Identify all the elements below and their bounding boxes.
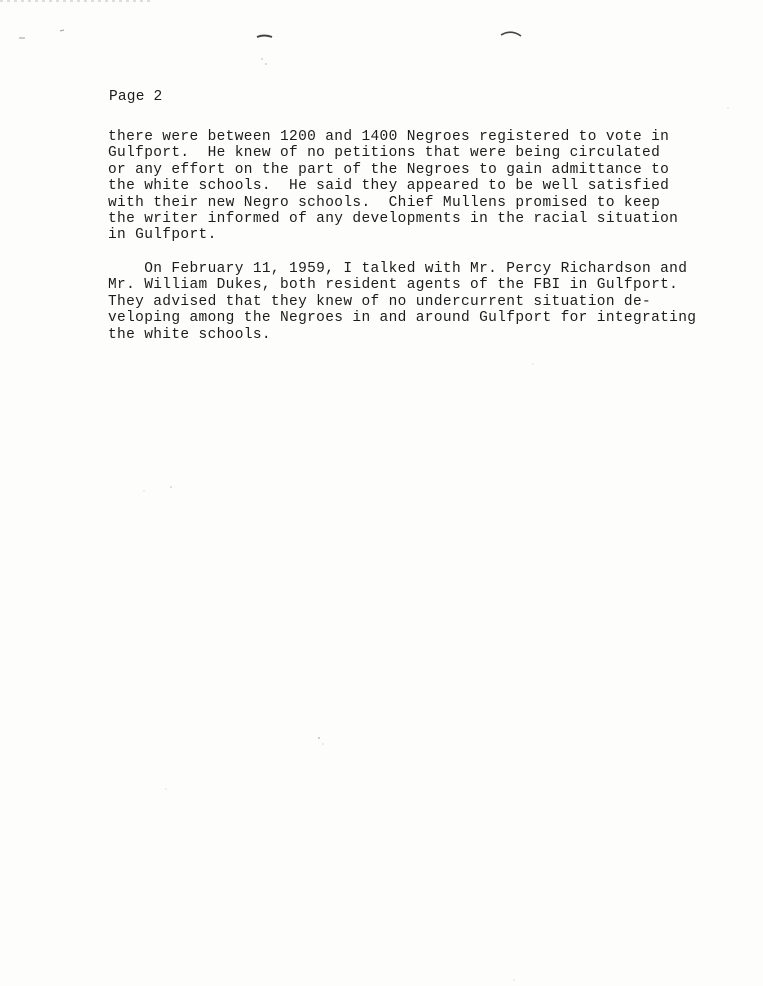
text-line: They advised that they knew of no undercurrent situation de- [108, 293, 652, 310]
text-line: Gulfport. He knew of no petitions that were being circulated [108, 145, 661, 162]
text-line: or any effort on the part of the Negroes to gain admittance to [108, 161, 670, 178]
paragraph-1 [108, 129, 678, 244]
text-line: veloping among the Negroes in and around Gulfport for integrating [108, 310, 697, 327]
text-line: On February 11, 1959, I talked with Mr. Percy Richardson and [108, 261, 688, 277]
text-line: with their new Negro schools. Chief Mullens promised to keep [108, 194, 661, 211]
paragraph-2 [108, 261, 696, 343]
text-line: in Gulfport. [108, 227, 217, 244]
text-line: the white schools. [108, 326, 271, 343]
text-line: there were between 1200 and 1400 Negroes registered to vote in [108, 129, 670, 145]
page-number: Page 2 [109, 89, 163, 105]
text-line: Mr. William Dukes, both resident agents of the FBI in Gulfport. [108, 277, 679, 294]
text-line: the writer informed of any developments in the racial situation [108, 211, 679, 228]
text-line: the white schools. He said they appeared to be well satisfied [108, 178, 670, 195]
